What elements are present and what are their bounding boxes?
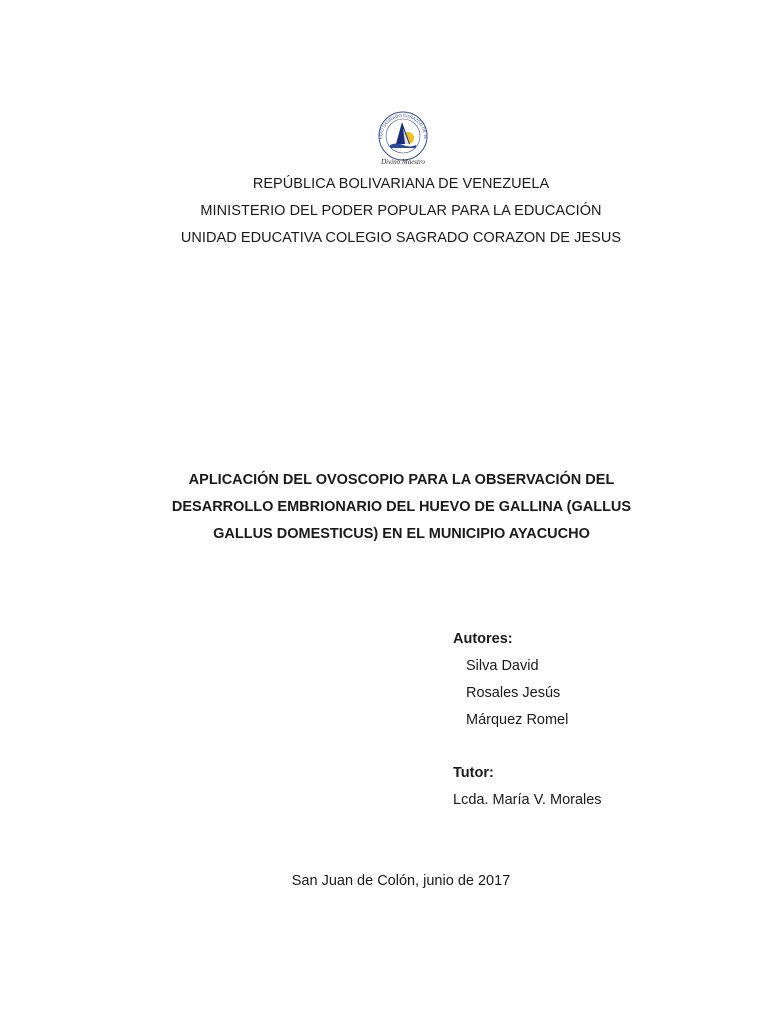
header-ministry: MINISTERIO DEL PODER POPULAR PARA LA EDUCACIÓN	[200, 203, 602, 219]
author-name-1: Silva David	[466, 658, 539, 674]
title-line-3: GALLUS DOMESTICUS) EN EL MUNICIPIO AYACUCHO	[213, 526, 590, 542]
logo-sea	[390, 144, 416, 149]
tutor-name: Lcda. María V. Morales	[453, 792, 602, 808]
logo-caption: Divino Maestro	[381, 158, 425, 166]
logo-ring-text: EGIO SAGRADO CORAZÓN DE JE	[377, 112, 429, 140]
authors-label: Autores:	[453, 631, 513, 647]
author-name-2: Rosales Jesús	[466, 685, 561, 701]
tutor-label: Tutor:	[453, 765, 494, 781]
header-country: REPÚBLICA BOLIVARIANA DE VENEZUELA	[252, 176, 550, 192]
thesis-title	[150, 467, 653, 548]
author-name-3: Márquez Romel	[466, 712, 569, 728]
header-school: UNIDAD EDUCATIVA COLEGIO SAGRADO CORAZON DE JESUS	[180, 230, 622, 246]
title-line-2: DESARROLLO EMBRIONARIO DEL HUEVO DE GALLINA (GALLUS	[171, 499, 632, 515]
place-and-date: San Juan de Colón, junio de 2017	[291, 873, 511, 889]
title-line-1: APLICACIÓN DEL OVOSCOPIO PARA LA OBSERVACIÓN DEL	[188, 472, 615, 488]
school-logo	[372, 108, 434, 170]
